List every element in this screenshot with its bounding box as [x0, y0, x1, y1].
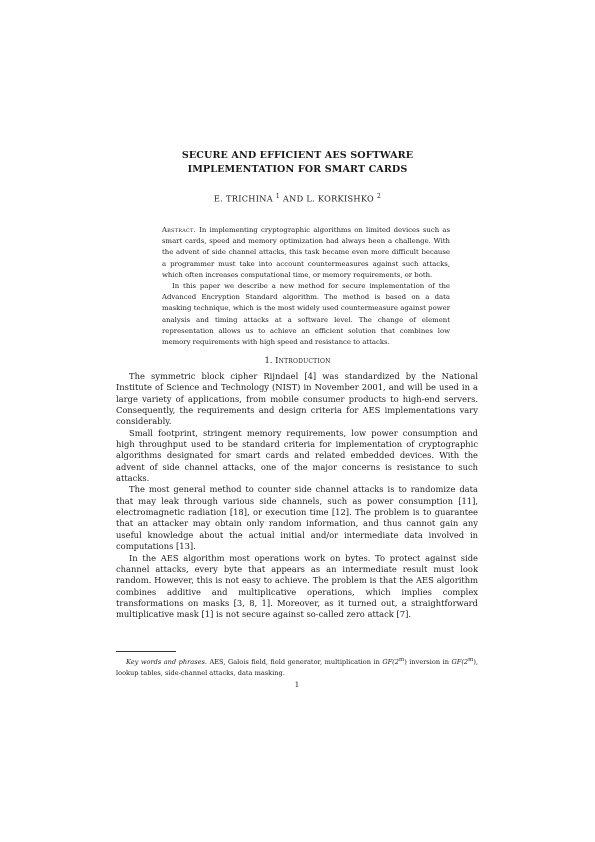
- footnote-text-c: ), lookup tables, side-channel attacks, data masking.: [116, 658, 478, 677]
- author-2-name: L. KORKISHKO: [306, 193, 375, 204]
- title-line-2: IMPLEMENTATION FOR SMART CARDS: [187, 164, 408, 175]
- footnote: [116, 655, 478, 678]
- footnote-divider: [116, 651, 176, 652]
- abstract: [162, 225, 450, 348]
- author-1-name: E. TRICHINA: [213, 193, 273, 204]
- footnote-text-b: ) inversion in: [404, 658, 449, 667]
- footnote-label: Key words and phrases.: [126, 658, 207, 667]
- section-heading: [120, 354, 475, 366]
- title-line-1: SECURE AND EFFICIENT AES SOFTWARE: [181, 150, 414, 161]
- page-number: 1: [294, 681, 300, 689]
- introduction-body: [116, 371, 478, 621]
- footnote-math-a: GF(2: [382, 658, 399, 667]
- footnote-math-b-exponent: m: [468, 657, 474, 663]
- body-paragraph-3: The most general method to counter side channel attacks is to randomize data that may leak through various side channels, such as power consumption [11], electromagnetic radiation [18], or execution time [12]. The problem is to guarantee that an attacker may obtain only random information, and thus cannot gain any useful knowledge about the actual initial and/or intermediate data involved in computations [13].: [116, 484, 478, 552]
- abstract-paragraph-1: [162, 225, 450, 281]
- abstract-paragraph-2: In this paper we describe a new method for secure implementation of the Advanced Encryption Standard algorithm. The method is based on a data masking technique, which is the most widely used countermeasure against power analysis and timing attacks at a software level. The change of element representation allows us to achieve an efficient solution that combines low memory requirements with high speed and resistance to attacks.: [162, 282, 450, 347]
- body-paragraph-2: Small footprint, stringent memory requirements, low power consumption and high throughput used to be standard criteria for implementation of cryptographic algorithms designated for smart cards and related embedded devices. With the advent of side channel attacks, one of the major concerns is resistance to such attacks.: [116, 427, 478, 484]
- section-title: Introduction: [275, 355, 331, 365]
- footnote-math-a-exponent: m: [398, 657, 405, 663]
- author-line: [120, 191, 475, 205]
- abstract-text-1: In implementing cryptographic algorithms on limited devices such as smart cards, speed and memory optimization had always been a challenge. With the advent of side channel attacks, this task became even more difficult because a programmer must take into account countermeasures against such attacks, which often increases computational time, or memory requirements, or both.: [162, 226, 450, 279]
- body-paragraph-4: In the AES algorithm most operations work on bytes. To protect against side channel attacks, every byte that appears as an intermediate result must look random. However, this is not easy to achieve. The problem is that the AES algorithm combines additive and multiplicative operations, which implies complex transformations on masks [3, 8, 1]. Moreover, as it turned out, a straightforward multiplicative mask [1] is not secure against so-called zero attack [7].: [116, 552, 478, 620]
- section-number: 1.: [264, 355, 273, 365]
- author-1-affiliation-mark: 1: [275, 193, 280, 200]
- footnote-text-a: AES, Galois field, field generator, multiplication in: [209, 658, 380, 667]
- abstract-label: Abstract.: [162, 226, 196, 234]
- author-2-affiliation-mark: 2: [376, 193, 382, 200]
- paper-title: [120, 149, 475, 177]
- footnote-math-b: GF(2: [451, 658, 469, 667]
- author-separator: AND: [282, 193, 304, 204]
- body-paragraph-1: The symmetric block cipher Rijndael [4] was standardized by the National Institute of Science and Technology (NIST) in November 2001, and will be used in a large variety of applications, from mobile consumer products to high-end servers. Consequently, the requirements and design criteria for AES implementations vary considerably.: [116, 371, 478, 427]
